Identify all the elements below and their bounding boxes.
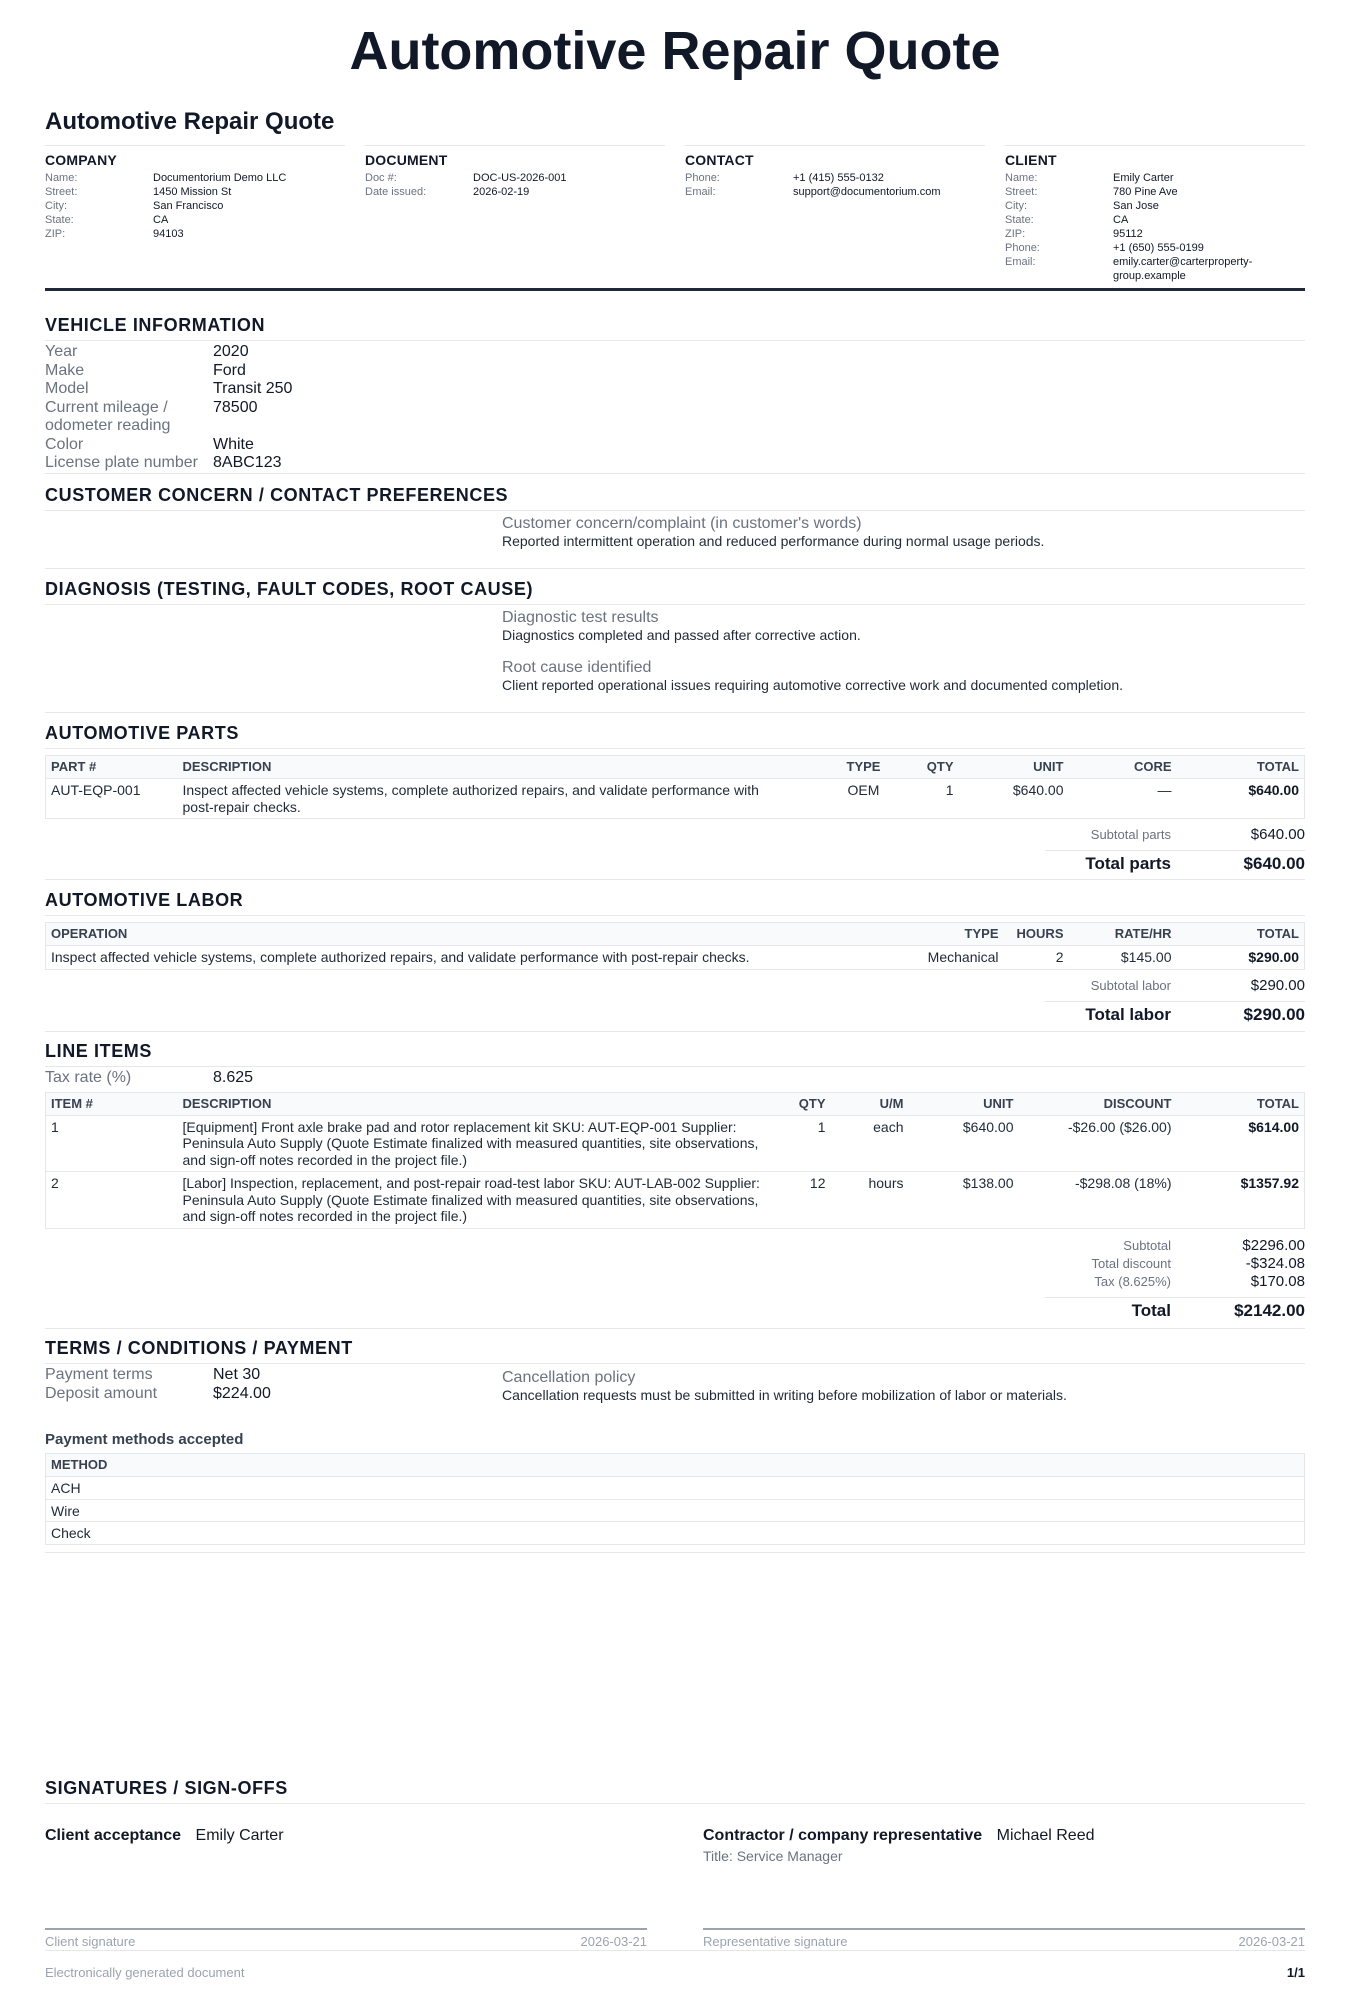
- contact-heading: CONTACT: [685, 152, 754, 168]
- subtotal-row: [1045, 1237, 1305, 1255]
- part-type: OEM: [829, 779, 899, 819]
- client-signature-block: [45, 1826, 647, 1846]
- concern-section: [45, 484, 1305, 511]
- item-um: each: [831, 1115, 909, 1172]
- vehicle-row: [45, 343, 1305, 362]
- column-header: METHOD: [46, 1454, 1305, 1477]
- parts-total-value: $640.00: [1243, 854, 1305, 873]
- item-unit: $138.00: [909, 1172, 1019, 1229]
- parts-subtotal-value: $640.00: [1250, 826, 1305, 843]
- labor-subtotal-row: [1045, 977, 1305, 995]
- document-title: Automotive Repair Quote: [349, 21, 1001, 81]
- table-row: [46, 1522, 1305, 1545]
- vehicle-key: Year: [45, 343, 78, 360]
- column-header: PART #: [46, 756, 178, 779]
- column-header: TOTAL: [1177, 1092, 1305, 1115]
- contact-value: +1 (415) 555-0132: [793, 172, 884, 184]
- column-header: CORE: [1069, 756, 1177, 779]
- company-value: Documentorium Demo LLC: [153, 172, 287, 184]
- contact-row: [685, 171, 985, 185]
- item-description: [Equipment] Front axle brake pad and rotor replacement kit SKU: AUT-EQP-001 Supplier: Peninsula Auto Supply (Quote Estimate finalized with measured quantities, site observations, and sign-off notes recorded in the project file.): [178, 1115, 781, 1172]
- payment-method: ACH: [46, 1477, 1305, 1500]
- column-header: TOTAL: [1177, 923, 1305, 946]
- rep-signature-block: [703, 1826, 1305, 1864]
- item-discount: -$298.08 (18%): [1019, 1172, 1177, 1229]
- labor-section: [45, 889, 1305, 970]
- client-key: Name:: [1005, 172, 1038, 184]
- table-row: [46, 946, 1305, 970]
- client-value: Emily Carter: [1113, 172, 1174, 184]
- tax-label: Tax (8.625%): [1094, 1274, 1171, 1289]
- labor-heading: AUTOMOTIVE LABOR: [45, 889, 1305, 916]
- item-number: 1: [46, 1115, 178, 1172]
- client-row: [1005, 199, 1305, 213]
- column-header: DESCRIPTION: [178, 756, 829, 779]
- column-header: U/M: [831, 1092, 909, 1115]
- concern-label: Customer concern/complaint (in customer's words): [502, 515, 862, 532]
- grand-total-value: $2142.00: [1234, 1301, 1305, 1320]
- company-value: 94103: [153, 228, 184, 240]
- client-row: [1005, 185, 1305, 199]
- item-total: $1357.92: [1177, 1172, 1305, 1229]
- rep-signature-line: [703, 1928, 1305, 1949]
- discount-value: -$324.08: [1245, 1255, 1305, 1272]
- client-name: Emily Carter: [195, 1827, 284, 1844]
- company-key: City:: [45, 200, 67, 212]
- part-core: —: [1069, 779, 1177, 819]
- page-number: 1/1: [1286, 1965, 1305, 1980]
- column-header: DISCOUNT: [1019, 1092, 1177, 1115]
- vehicle-value: White: [213, 435, 254, 453]
- client-value: CA: [1113, 214, 1129, 226]
- cancellation-label: Cancellation policy: [502, 1369, 636, 1386]
- part-unit: $640.00: [959, 779, 1069, 819]
- tax-value: $170.08: [1250, 1273, 1305, 1290]
- parts-table: [45, 755, 1305, 819]
- column-header: HOURS: [1004, 923, 1069, 946]
- line-items-header-row: [46, 1092, 1305, 1115]
- vehicle-row: [45, 399, 1305, 436]
- company-key: ZIP:: [45, 228, 66, 240]
- item-qty: 1: [781, 1115, 831, 1172]
- labor-totals: [1045, 977, 1305, 1024]
- column-header: QTY: [781, 1092, 831, 1115]
- client-signature-label: Client signature: [45, 1934, 136, 1949]
- contact-key: Phone:: [685, 172, 720, 184]
- company-block: [45, 145, 345, 241]
- company-key: State:: [45, 214, 74, 226]
- tax-row: [1045, 1273, 1305, 1291]
- labor-table: [45, 922, 1305, 970]
- vehicle-key: Model: [45, 380, 89, 397]
- labor-subtotal-label: Subtotal labor: [1090, 978, 1171, 993]
- document-row: [365, 185, 665, 199]
- table-row: [46, 1499, 1305, 1522]
- line-items-totals: [1045, 1237, 1305, 1320]
- column-header: UNIT: [909, 1092, 1019, 1115]
- table-row: [46, 779, 1305, 819]
- item-description: [Labor] Inspection, replacement, and post-repair road-test labor SKU: AUT-LAB-002 Supplier: Peninsula Auto Supply (Quote Estimate finalized with measured quantities, site observations, and sign-off notes recorded in the project file.): [178, 1172, 781, 1229]
- vehicle-key: License plate number: [45, 454, 198, 471]
- line-items-heading: LINE ITEMS: [45, 1040, 1305, 1067]
- rep-signature-date: 2026-03-21: [1238, 1934, 1305, 1949]
- client-row: [1005, 255, 1305, 283]
- terms-value: Net 30: [213, 1366, 261, 1383]
- subtotal-value: $2296.00: [1242, 1237, 1305, 1254]
- grand-total-row: [1045, 1297, 1305, 1320]
- diagnostic-test-text: Diagnostics completed and passed after corrective action.: [502, 627, 861, 643]
- parts-heading: AUTOMOTIVE PARTS: [45, 722, 1305, 749]
- concern-text: Reported intermittent operation and reduced performance during normal usage periods.: [502, 533, 1045, 549]
- terms-value: $224.00: [213, 1384, 271, 1402]
- labor-total-value: $290.00: [1243, 1005, 1305, 1024]
- divider: [45, 1552, 1305, 1553]
- part-total: $640.00: [1177, 779, 1305, 819]
- item-total: $614.00: [1177, 1115, 1305, 1172]
- signatures-section: [45, 1777, 1305, 1804]
- payment-methods-table: [45, 1453, 1305, 1545]
- labor-hours: 2: [1004, 946, 1069, 970]
- column-header: ITEM #: [46, 1092, 178, 1115]
- column-header: OPERATION: [46, 923, 894, 946]
- company-value: San Francisco: [153, 200, 224, 212]
- subtotal-label: Subtotal: [1123, 1238, 1171, 1253]
- vehicle-key: Make: [45, 361, 85, 379]
- line-items-section: [45, 1040, 1305, 1229]
- company-heading: COMPANY: [45, 152, 117, 168]
- client-key: State:: [1005, 214, 1034, 226]
- parts-subtotal-label: Subtotal parts: [1090, 827, 1171, 842]
- payment-methods-header-row: [46, 1454, 1305, 1477]
- company-row: [45, 171, 345, 185]
- company-key: Name:: [45, 172, 78, 184]
- document-subtitle: Automotive Repair Quote: [45, 108, 335, 135]
- company-value: 1450 Mission St: [153, 186, 232, 198]
- rep-signature-label: Representative signature: [703, 1934, 848, 1949]
- client-signature-date: 2026-03-21: [580, 1934, 647, 1949]
- signatures-heading: SIGNATURES / SIGN-OFFS: [45, 1777, 1305, 1804]
- client-row: [1005, 213, 1305, 227]
- labor-total-label: Total labor: [1085, 1005, 1171, 1024]
- quote-page: [45, 0, 1305, 2000]
- discount-row: [1045, 1255, 1305, 1273]
- document-value: DOC-US-2026-001: [473, 172, 567, 184]
- column-header: QTY: [899, 756, 959, 779]
- terms-heading: TERMS / CONDITIONS / PAYMENT: [45, 1337, 1305, 1364]
- client-row: [1005, 171, 1305, 185]
- footer-note: Electronically generated document: [45, 1965, 245, 1980]
- parts-total-label: Total parts: [1085, 854, 1171, 873]
- parts-subtotal-row: [1045, 826, 1305, 844]
- vehicle-value: Ford: [213, 361, 246, 379]
- contact-value: support@documentorium.com: [793, 186, 941, 198]
- diagnostic-test-label: Diagnostic test results: [502, 609, 659, 626]
- parts-section: [45, 722, 1305, 819]
- item-qty: 12: [781, 1172, 831, 1229]
- divider: [45, 568, 1305, 569]
- payment-method: Wire: [46, 1499, 1305, 1522]
- client-heading: CLIENT: [1005, 152, 1057, 168]
- divider: [45, 1031, 1305, 1032]
- labor-total-row: [1045, 1001, 1305, 1024]
- root-cause-label: Root cause identified: [502, 659, 652, 676]
- vehicle-row: [45, 436, 1305, 455]
- cancellation-block: [502, 1368, 1067, 1404]
- concern-heading: CUSTOMER CONCERN / CONTACT PREFERENCES: [45, 484, 1305, 511]
- company-row: [45, 199, 345, 213]
- client-value: 95112: [1113, 228, 1143, 240]
- company-row: [45, 227, 345, 241]
- client-key: City:: [1005, 200, 1027, 212]
- item-unit: $640.00: [909, 1115, 1019, 1172]
- client-key: Phone:: [1005, 242, 1040, 254]
- vehicle-row: [45, 454, 1305, 473]
- client-row: [1005, 227, 1305, 241]
- parts-total-row: [1045, 850, 1305, 873]
- vehicle-row: [45, 362, 1305, 381]
- company-row: [45, 185, 345, 199]
- company-value: CA: [153, 214, 169, 226]
- vehicle-key: Current mileage / odometer reading: [45, 398, 171, 434]
- document-key: Date issued:: [365, 186, 427, 198]
- terms-key: Payment terms: [45, 1366, 153, 1383]
- payment-method: Check: [46, 1522, 1305, 1545]
- part-qty: 1: [899, 779, 959, 819]
- document-value: 2026-02-19: [473, 186, 530, 198]
- labor-header-row: [46, 923, 1305, 946]
- client-value: San Jose: [1113, 200, 1159, 212]
- labor-type: Mechanical: [894, 946, 1004, 970]
- contact-block: [685, 145, 985, 199]
- vehicle-heading: VEHICLE INFORMATION: [45, 314, 1305, 341]
- client-signature-line: [45, 1928, 647, 1949]
- item-number: 2: [46, 1172, 178, 1229]
- concern-block: [502, 514, 1044, 550]
- client-acceptance-label: Client acceptance: [45, 1827, 182, 1844]
- item-um: hours: [831, 1172, 909, 1229]
- labor-operation: Inspect affected vehicle systems, complete authorized repairs, and validate performance with post-repair checks.: [46, 946, 894, 970]
- client-row: [1005, 241, 1305, 255]
- column-header: UNIT: [959, 756, 1069, 779]
- table-row: [46, 1172, 1305, 1229]
- client-block: [1005, 145, 1305, 283]
- labor-total: $290.00: [1177, 946, 1305, 970]
- company-row: [45, 213, 345, 227]
- tax-rate-value: 8.625: [213, 1069, 254, 1086]
- parts-totals: [1045, 826, 1305, 873]
- labor-rate: $145.00: [1069, 946, 1177, 970]
- client-value: 780 Pine Ave: [1113, 186, 1178, 198]
- document-row: [365, 171, 665, 185]
- column-header: TOTAL: [1177, 756, 1305, 779]
- diagnosis-heading: DIAGNOSIS (TESTING, FAULT CODES, ROOT CAUSE): [45, 578, 1305, 605]
- tax-rate-label: Tax rate (%): [45, 1069, 132, 1086]
- rep-name: Michael Reed: [996, 1827, 1095, 1844]
- vehicle-value: Transit 250: [213, 380, 293, 397]
- terms-key: Deposit amount: [45, 1384, 158, 1402]
- labor-subtotal-value: $290.00: [1250, 977, 1305, 994]
- diagnosis-cause-block: [502, 658, 1123, 694]
- vehicle-value: 78500: [213, 398, 258, 416]
- vehicle-row: [45, 380, 1305, 399]
- cancellation-text: Cancellation requests must be submitted in writing before mobilization of labor or materials.: [502, 1387, 1067, 1403]
- vehicle-section: [45, 314, 1305, 473]
- divider: [45, 473, 1305, 474]
- tax-rate-row: [45, 1069, 1305, 1088]
- divider: [45, 712, 1305, 713]
- header-info-row: [45, 145, 1305, 291]
- table-row: [46, 1477, 1305, 1500]
- divider: [45, 879, 1305, 880]
- item-discount: -$26.00 ($26.00): [1019, 1115, 1177, 1172]
- payment-methods-section: [45, 1431, 1305, 1545]
- client-value: emily.carter@carterproperty-group.example: [1113, 256, 1253, 282]
- client-value: +1 (650) 555-0199: [1113, 242, 1204, 254]
- column-header: TYPE: [829, 756, 899, 779]
- client-key: ZIP:: [1005, 228, 1026, 240]
- root-cause-text: Client reported operational issues requiring automotive corrective work and documented completion.: [502, 677, 1123, 693]
- client-key: Street:: [1005, 186, 1038, 198]
- part-description: Inspect affected vehicle systems, complete authorized repairs, and validate performance with post-repair checks.: [178, 779, 829, 819]
- part-number: AUT-EQP-001: [46, 779, 178, 819]
- payment-methods-title: Payment methods accepted: [45, 1431, 244, 1448]
- column-header: RATE/HR: [1069, 923, 1177, 946]
- rep-title: Title: Service Manager: [703, 1848, 843, 1864]
- vehicle-key: Color: [45, 435, 84, 453]
- grand-total-label: Total: [1131, 1301, 1171, 1320]
- column-header: DESCRIPTION: [178, 1092, 781, 1115]
- document-block: [365, 145, 665, 199]
- column-header: TYPE: [894, 923, 1004, 946]
- divider: [45, 1328, 1305, 1329]
- contact-key: Email:: [685, 186, 716, 198]
- vehicle-value: 8ABC123: [213, 454, 282, 471]
- vehicle-value: 2020: [213, 343, 249, 360]
- contact-row: [685, 185, 985, 199]
- document-key: Doc #:: [365, 172, 397, 184]
- rep-label: Contractor / company representative: [703, 1827, 983, 1844]
- page-footer: [45, 1950, 1305, 1980]
- line-items-table: [45, 1092, 1305, 1229]
- company-key: Street:: [45, 186, 78, 198]
- document-heading: DOCUMENT: [365, 152, 448, 168]
- diagnosis-test-block: [502, 608, 861, 644]
- discount-label: Total discount: [1091, 1256, 1171, 1271]
- client-key: Email:: [1005, 256, 1036, 268]
- diagnosis-section: [45, 578, 1305, 605]
- parts-header-row: [46, 756, 1305, 779]
- table-row: [46, 1115, 1305, 1172]
